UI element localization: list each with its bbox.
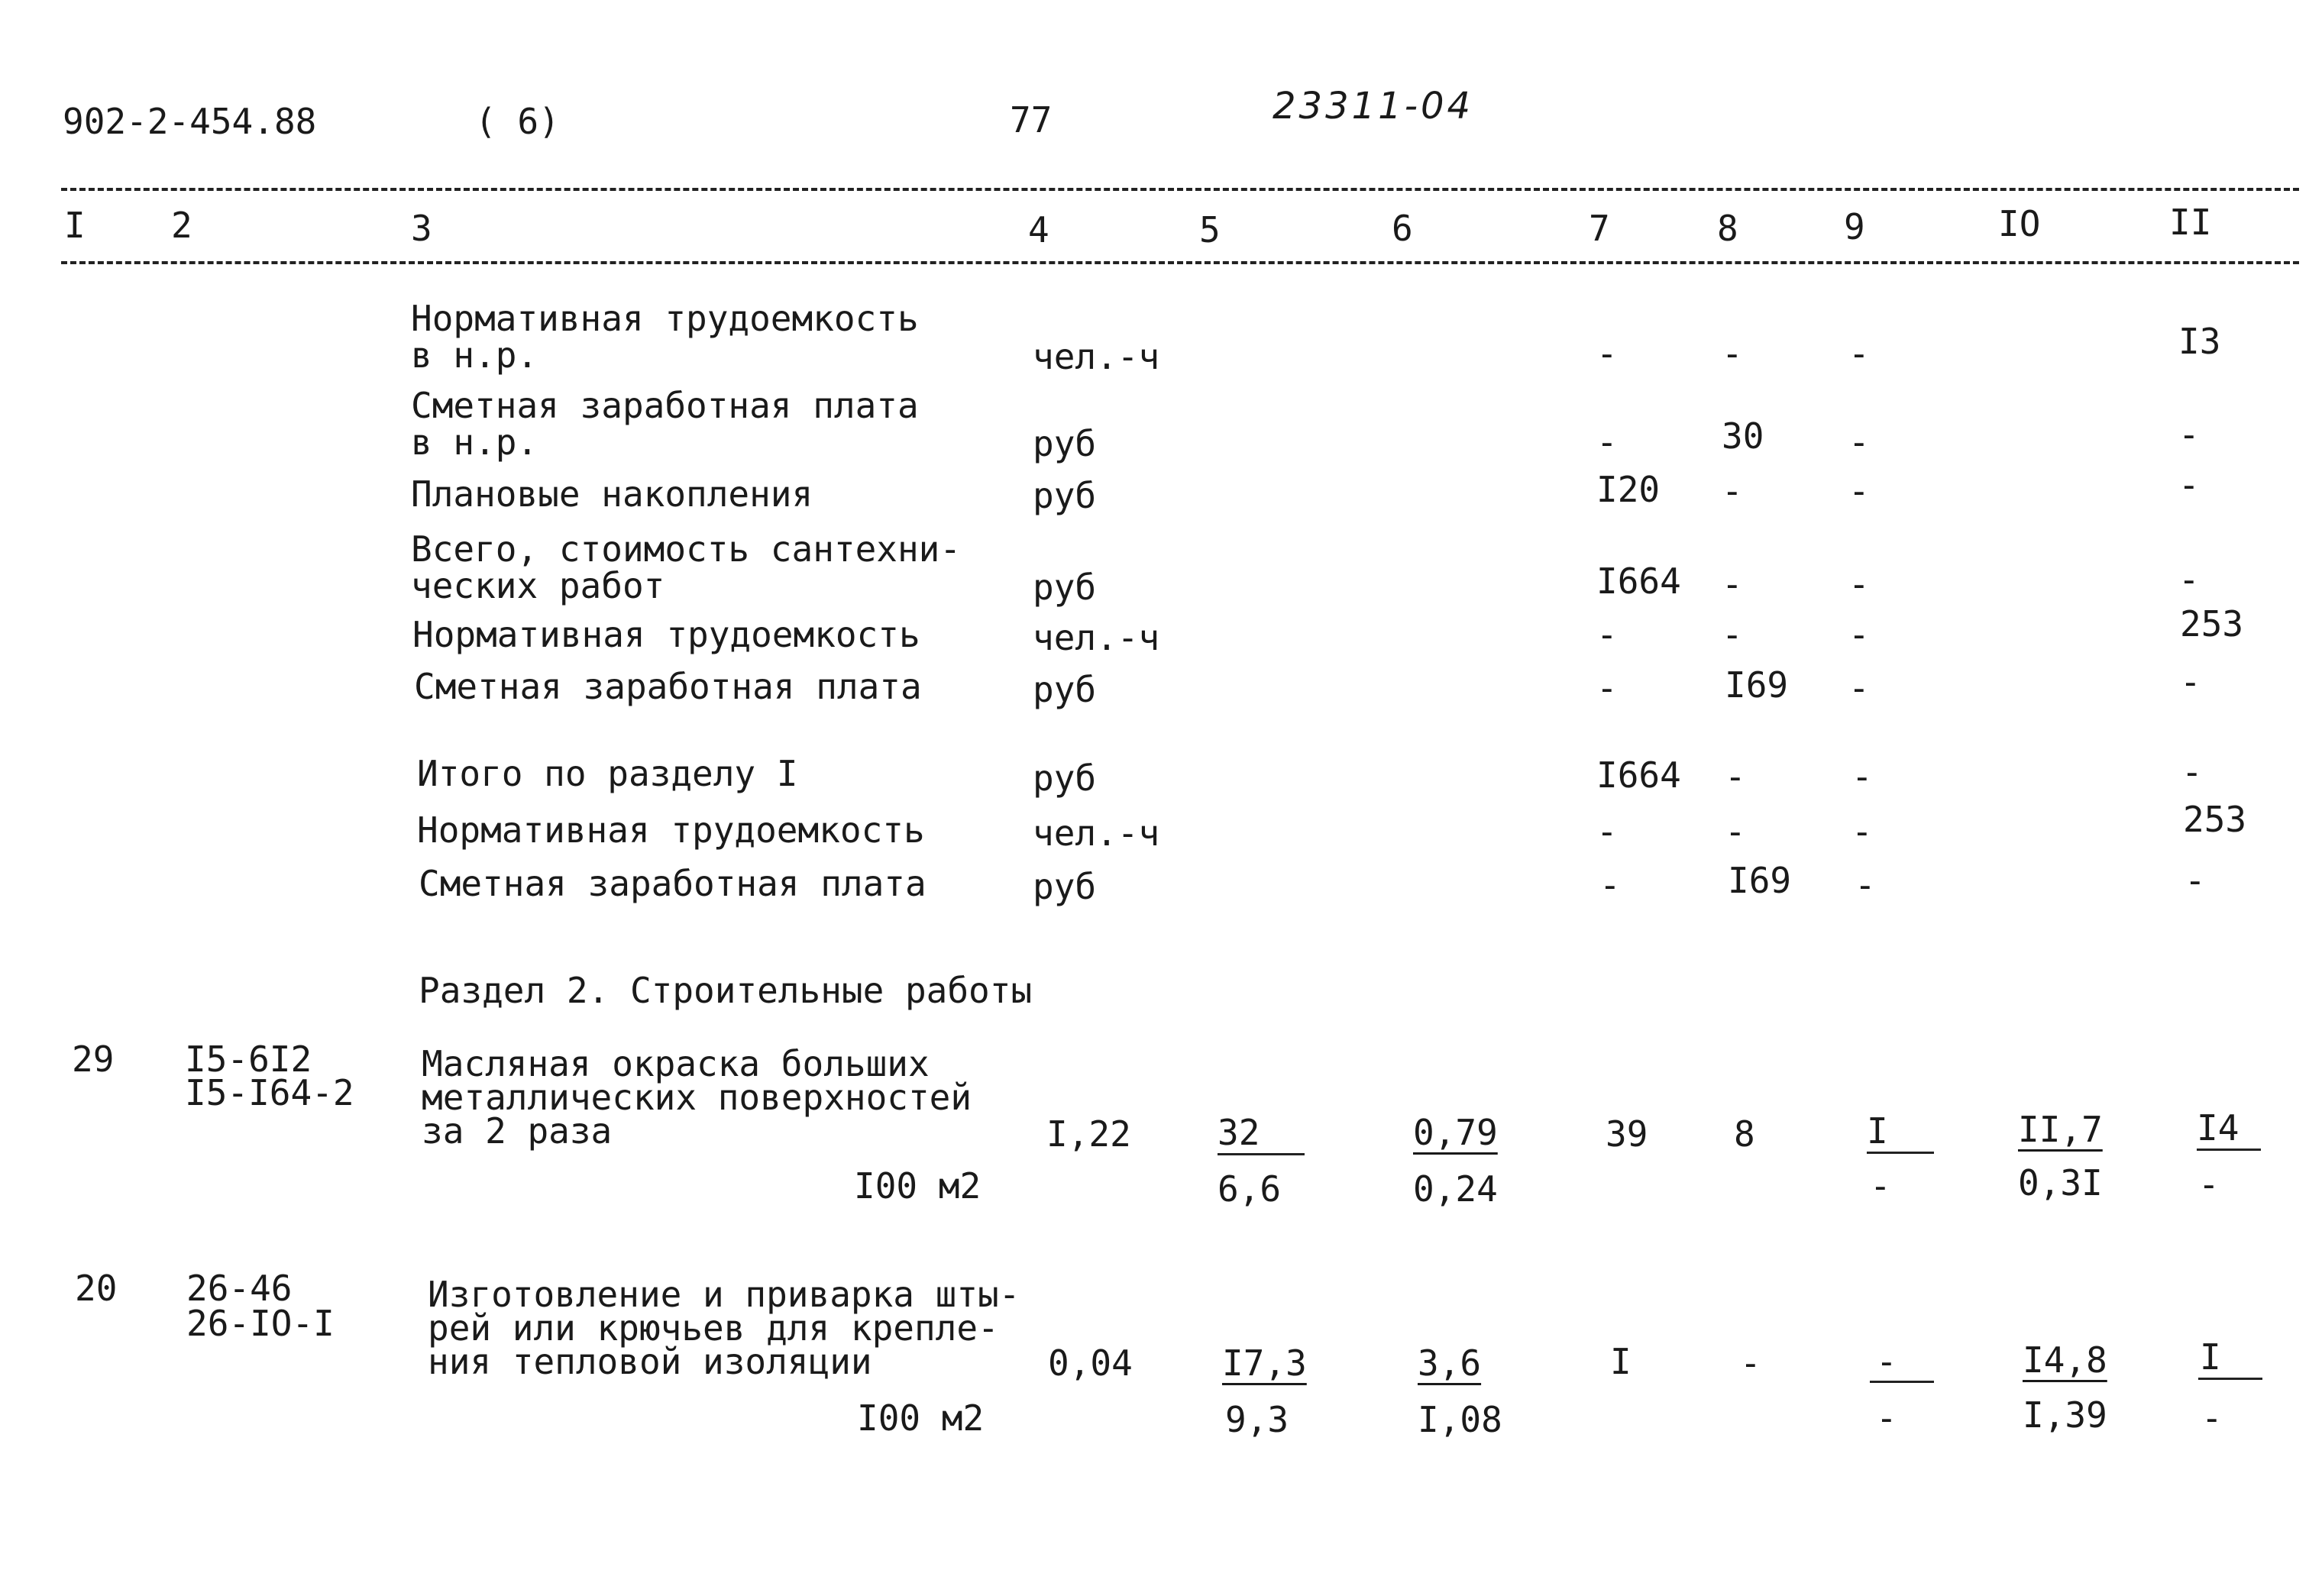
- cell-col6-top: 3,6: [1418, 1342, 1482, 1384]
- item-description: Изготовление и приварка шты-: [428, 1274, 1020, 1315]
- cell-col11-top: I: [2200, 1336, 2221, 1378]
- cell-col5-bottom: 6,6: [1218, 1168, 1282, 1210]
- cell-col9: -: [1851, 811, 1873, 852]
- cell-col11: -: [2178, 464, 2200, 506]
- cell-col8: -: [1740, 1342, 1761, 1384]
- cell-col5-bottom: 9,3: [1225, 1399, 1289, 1440]
- cell-col7: I664: [1596, 754, 1681, 796]
- cell-col9-underline: [1867, 1152, 1934, 1154]
- item-description: Масляная окраска больших: [422, 1043, 930, 1084]
- item-code: I5-6I2: [185, 1039, 312, 1080]
- cell-col8: -: [1722, 470, 1743, 512]
- row-label: Сметная заработная плата: [419, 863, 927, 904]
- cell-col8: 8: [1734, 1113, 1755, 1155]
- col-header-8: 8: [1717, 208, 1738, 249]
- cell-col10-bottom: 0,3I: [2018, 1162, 2103, 1203]
- cell-col9-bottom: -: [1870, 1165, 1891, 1207]
- cell-col9-top: I: [1867, 1110, 1888, 1152]
- page-number: 77: [1010, 99, 1053, 141]
- row-label-cont: ческих работ: [411, 565, 665, 606]
- cell-col7: -: [1599, 864, 1621, 906]
- cell-col11: 253: [2183, 799, 2247, 840]
- cell-col9: -: [1848, 470, 1870, 512]
- header-rule-bottom: [61, 261, 2299, 264]
- cell-col9-bottom: -: [1876, 1397, 1897, 1439]
- cell-col5-underline: [1218, 1153, 1305, 1155]
- cell-col7: I20: [1596, 469, 1661, 510]
- col-header-9: 9: [1844, 206, 1865, 247]
- cell-col5-top: 32: [1218, 1112, 1260, 1153]
- cell-col5-top: I7,3: [1222, 1342, 1307, 1384]
- item-code-alt: I5-I64-2: [185, 1072, 354, 1113]
- cell-col11: 253: [2180, 603, 2244, 645]
- cell-col11-bottom: -: [2201, 1397, 2223, 1439]
- row-unit: руб: [1033, 866, 1097, 907]
- item-unit: I00 м2: [854, 1165, 981, 1207]
- cell-col9-top: -: [1876, 1341, 1897, 1382]
- cell-col7: -: [1596, 614, 1618, 655]
- col-header-5: 5: [1199, 209, 1221, 250]
- row-unit: руб: [1033, 423, 1097, 464]
- col-header-2: 2: [171, 205, 192, 246]
- header-rule-top: [61, 188, 2299, 191]
- cell-col11-underline: [2197, 1149, 2261, 1151]
- row-label-cont: в н.р.: [411, 334, 538, 376]
- row-label: Нормативная трудоемкость: [417, 809, 925, 851]
- cell-col9: -: [1848, 614, 1870, 655]
- cell-col9-underline: [1870, 1381, 1934, 1383]
- cell-col9: -: [1848, 422, 1870, 463]
- item-description-cont: ния тепловой изоляции: [428, 1341, 872, 1382]
- cell-col11: -: [2181, 751, 2203, 793]
- cell-col11: -: [2180, 661, 2201, 703]
- cell-col7: 39: [1606, 1113, 1648, 1155]
- item-description-cont: рей или крючьев для крепле-: [428, 1307, 999, 1349]
- cell-col11-underline: [2198, 1378, 2262, 1380]
- item-number: 29: [72, 1039, 115, 1080]
- cell-col7: -: [1596, 333, 1618, 374]
- cell-col8: -: [1722, 333, 1743, 374]
- cell-col10-top: II,7: [2018, 1109, 2103, 1150]
- handwritten-number: 23311-04: [1273, 85, 1474, 128]
- item-quantity: I,22: [1046, 1113, 1131, 1155]
- cell-col9: -: [1855, 864, 1876, 906]
- cell-col6-bottom: 0,24: [1413, 1168, 1498, 1210]
- cell-col7: -: [1596, 422, 1618, 463]
- col-header-7: 7: [1589, 208, 1610, 249]
- item-unit: I00 м2: [857, 1397, 985, 1439]
- row-label: Сметная заработная плата: [411, 385, 919, 426]
- cell-col11: -: [2178, 559, 2200, 600]
- row-label: Сметная заработная плата: [414, 666, 922, 707]
- item-code-alt: 26-IO-I: [186, 1303, 335, 1344]
- doc-part: ( 6): [475, 101, 560, 142]
- row-unit: чел.-ч: [1033, 336, 1160, 377]
- row-label: Нормативная трудоемкость: [411, 298, 919, 339]
- cell-col11: I3: [2178, 321, 2221, 362]
- cell-col8: -: [1722, 614, 1743, 655]
- col-header-4: 4: [1028, 209, 1049, 250]
- section-title: Раздел 2. Строительные работы: [419, 970, 1033, 1011]
- row-unit: руб: [1033, 669, 1097, 710]
- cell-col8: -: [1725, 756, 1746, 797]
- row-unit: руб: [1033, 758, 1097, 799]
- row-label: Итого по разделу I: [417, 753, 798, 794]
- cell-col10-bottom: I,39: [2023, 1394, 2107, 1436]
- col-header-11: II: [2169, 202, 2212, 243]
- cell-col6-top: 0,79: [1413, 1112, 1498, 1153]
- cell-col9: -: [1851, 756, 1873, 797]
- cell-col8: 30: [1722, 415, 1764, 457]
- cell-col11-top: I4: [2197, 1107, 2239, 1149]
- item-description-cont: за 2 раза: [422, 1110, 613, 1152]
- col-header-10: IO: [1998, 203, 2041, 244]
- cell-col10-top: I4,8: [2023, 1339, 2107, 1381]
- cell-col11: -: [2178, 414, 2200, 455]
- cell-col11-bottom: -: [2198, 1164, 2220, 1205]
- cell-col6-bottom: I,08: [1418, 1399, 1502, 1440]
- col-header-6: 6: [1392, 208, 1413, 249]
- row-label-cont: в н.р.: [411, 422, 538, 463]
- cell-col9: -: [1848, 667, 1870, 709]
- cell-col7: -: [1596, 667, 1618, 709]
- row-unit: чел.-ч: [1033, 813, 1160, 854]
- item-description-cont: металлических поверхностей: [422, 1077, 972, 1118]
- cell-col9: -: [1848, 564, 1870, 605]
- cell-col7: I: [1610, 1341, 1631, 1382]
- item-number: 20: [75, 1268, 118, 1309]
- cell-col8: -: [1725, 811, 1746, 852]
- item-code: 26-46: [186, 1268, 293, 1309]
- row-label: Плановые накопления: [411, 473, 813, 515]
- row-label: Всего, стоимость сантехни-: [411, 528, 962, 570]
- row-unit: руб: [1033, 567, 1097, 608]
- cell-col8: I69: [1725, 664, 1789, 706]
- row-unit: руб: [1033, 475, 1097, 516]
- row-unit: чел.-ч: [1033, 617, 1160, 658]
- item-quantity: 0,04: [1048, 1342, 1133, 1384]
- col-header-3: 3: [411, 208, 432, 249]
- cell-col11: -: [2184, 860, 2206, 901]
- col-header-1: I: [64, 205, 86, 246]
- cell-col7: I664: [1596, 561, 1681, 602]
- cell-col7: -: [1596, 811, 1618, 852]
- cell-col8: -: [1722, 564, 1743, 605]
- doc-code: 902-2-454.88: [63, 101, 317, 142]
- cell-col9: -: [1848, 333, 1870, 374]
- cell-col8: I69: [1728, 860, 1792, 901]
- row-label: Нормативная трудоемкость: [412, 614, 920, 655]
